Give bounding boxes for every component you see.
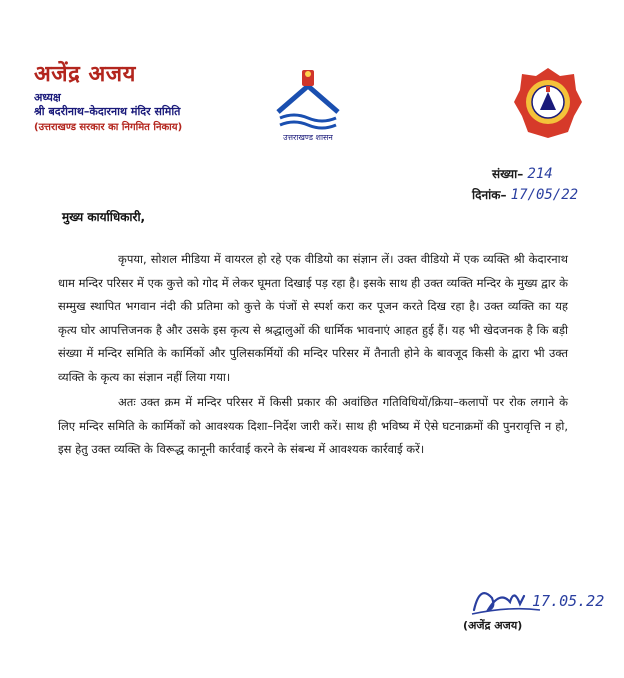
organization-note: (उत्तराखण्ड सरकार का निगमित निकाय) [34, 122, 183, 133]
addressee: मुख्य कार्याधिकारी, [62, 210, 146, 224]
government-logo-caption: उत्तराखण्ड शासन [283, 133, 333, 142]
organization-name: श्री बदरीनाथ–केदारनाथ मंदिर समिति [34, 105, 181, 118]
sender-name: अजेंद्र अजय [34, 61, 136, 87]
signatory-name: (अजेंद्र अजय) [463, 619, 523, 632]
reference-date-label: दिनांक– [472, 188, 507, 202]
handwritten-signature [470, 580, 610, 620]
reference-number [492, 165, 553, 182]
signature-date: 17.05.22 [532, 592, 605, 610]
reference-date [472, 186, 578, 203]
sender-designation: अध्यक्ष [34, 91, 61, 104]
body-paragraph-1: कृपया, सोशल मीडिया में वायरल हो रहे एक वीडियो का संज्ञान लें। उक्त वीडियो में एक व्यक्ति श्री केदारनाथ धाम मन्दिर परिसर में एक कुत्ते को गोद में लेकर घूमता दिखाई पड़ रहा है। इसके साथ ही उक्त व्यक्ति मन्दिर के मुख्य द्वार के सम्मुख स्थापित भगवान नंदी की प्रतिमा को कुत्ते के पंजों से स्पर्श करा कर पूजन करते दिख रहा है। उक्त व्यक्ति का यह कृत्य घोर आपत्तिजनक है और उसके इस कृत्य से श्रद्धालुओं की धार्मिक भावनाएं आहत हुई हैं। यह भी खेदजनक है कि बड़ी संख्या में मन्दिर समिति के कार्मिकों और पुलिसकर्मियों की मन्दिर परिसर में तैनाती होने के बावजूद किसी के द्वारा भी उक्त व्यक्ति के कृत्य का संज्ञान नहीं लिया गया। [58, 252, 568, 384]
temple-committee-seal-icon [512, 66, 584, 140]
reference-number-label: संख्या– [492, 167, 524, 181]
reference-date-value: 17/05/22 [510, 187, 579, 203]
body-paragraph-2: अतः उक्त क्रम में मन्दिर परिसर में किसी प्रकार की अवांछित गतिविधियों/क्रिया–कलापों पर रोक लगाने के लिए मन्दिर समिति के कार्मिकों को आवश्यक दिशा–निर्देश जारी करें। साथ ही भविष्य में ऐसे घटनाक्रमों की पुनरावृत्ति न हो, इस हेतु उक्त व्यक्ति के विरूद्ध कानूनी कार्रवाई करने के संबन्ध में आवश्यक कार्रवाई करें। [58, 395, 568, 456]
uttarakhand-government-emblem-icon [270, 66, 346, 132]
letter-body [58, 248, 568, 462]
reference-number-value: 214 [527, 166, 553, 182]
